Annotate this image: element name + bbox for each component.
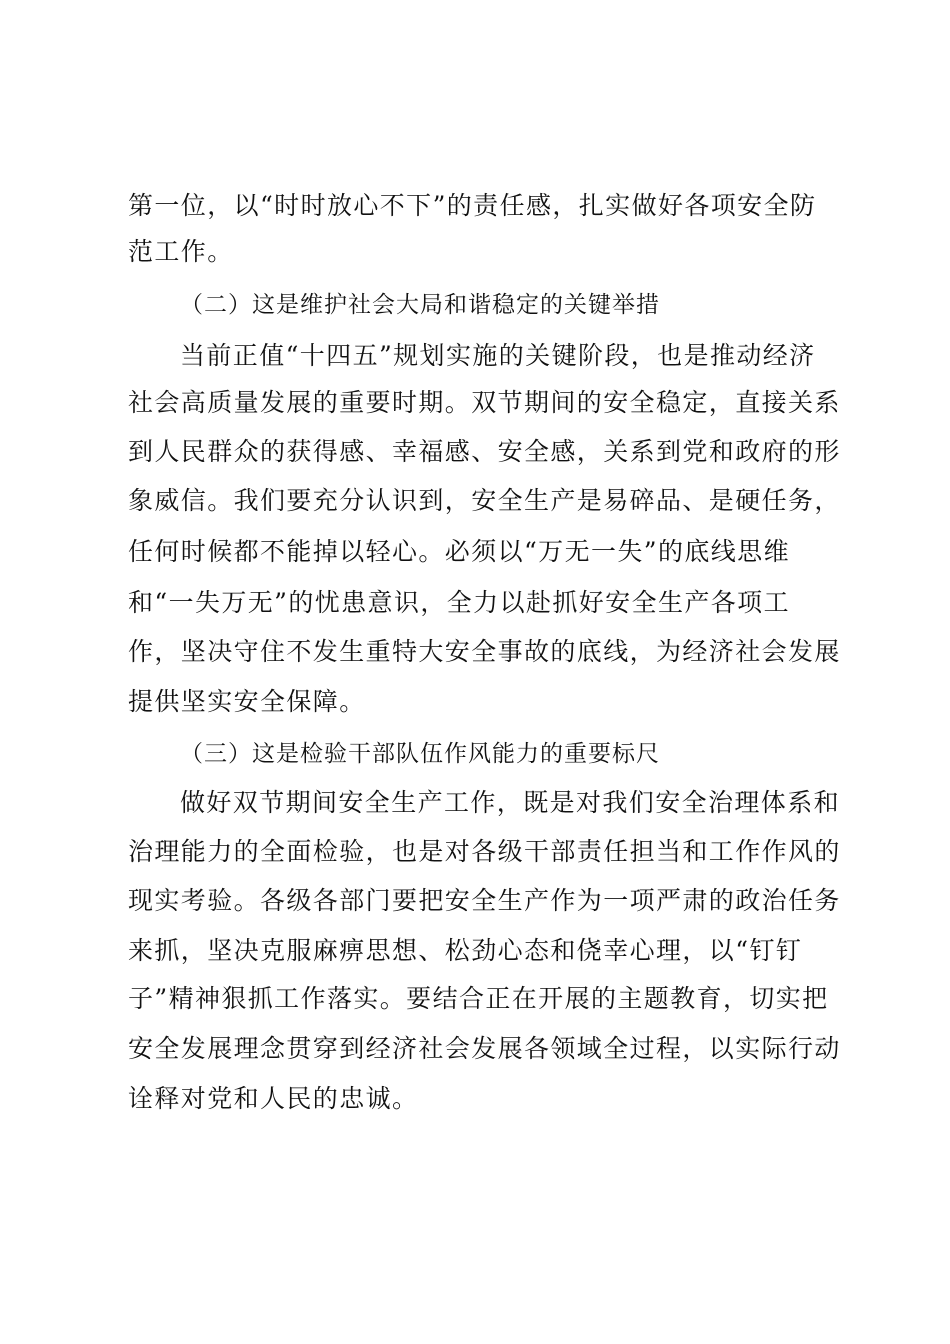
- paragraph-line: 安全发展理念贯穿到经济社会发展各领域全过程，以实际行动: [128, 1034, 841, 1063]
- paragraph-line: 做好双节期间安全生产工作，既是对我们安全治理体系和: [180, 788, 841, 817]
- paragraph-line: 诠释对党和人民的忠诚。: [128, 1084, 419, 1113]
- section-heading: （二）这是维护社会大局和谐稳定的关键举措: [180, 292, 660, 318]
- paragraph-line: 第一位，以“时时放心不下”的责任感，扎实做好各项安全防: [128, 191, 817, 220]
- paragraph-line: 提供坚实安全保障。: [128, 687, 366, 716]
- paragraph-line: 作，坚决守住不发生重特大安全事故的底线，为经济社会发展: [128, 637, 841, 666]
- paragraph-line: 子”精神狠抓工作落实。要结合正在开展的主题教育，切实把: [128, 984, 829, 1013]
- section-heading: （三）这是检验干部队伍作风能力的重要标尺: [180, 741, 660, 767]
- paragraph-line: 社会高质量发展的重要时期。双节期间的安全稳定，直接关系: [128, 388, 841, 417]
- paragraph-line: 治理能力的全面检验，也是对各级干部责任担当和工作作风的: [128, 837, 841, 866]
- paragraph-line: 到人民群众的获得感、幸福感、安全感，关系到党和政府的形: [128, 437, 841, 466]
- paragraph-line: 当前正值“十四五”规划实施的关键阶段，也是推动经济: [180, 341, 816, 370]
- paragraph-line: 现实考验。各级各部门要把安全生产作为一项严肃的政治任务: [128, 886, 841, 915]
- paragraph-line: 来抓，坚决克服麻痹思想、松劲心态和侥幸心理，以“钉钉: [128, 936, 803, 965]
- paragraph-line: 任何时候都不能掉以轻心。必须以“万无一失”的底线思维: [128, 537, 790, 566]
- paragraph-line: 范工作。: [128, 237, 234, 266]
- paragraph-line: 和“一失万无”的忧患意识，全力以赴抓好安全生产各项工: [128, 588, 790, 617]
- paragraph-line: 象威信。我们要充分认识到，安全生产是易碎品、是硬任务，: [128, 486, 841, 515]
